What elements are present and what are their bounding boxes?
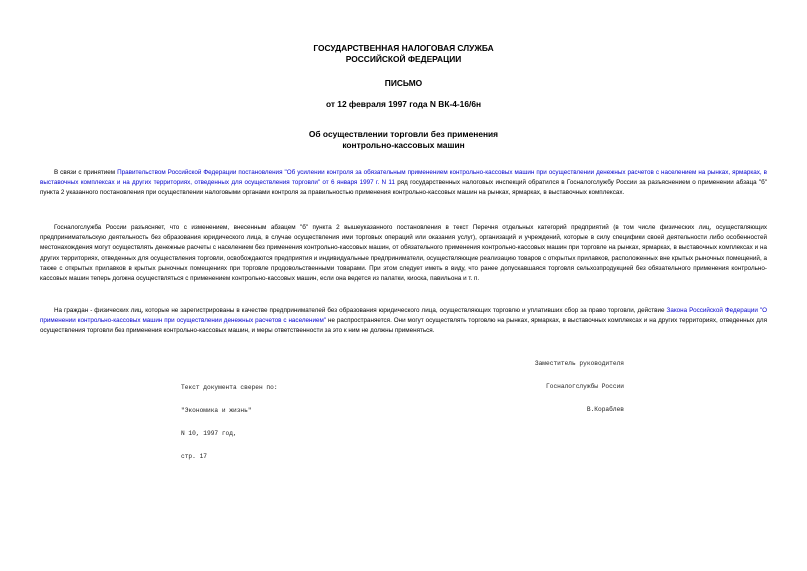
signature-name: В.Кораблев (586, 405, 624, 413)
government-decree-link[interactable]: Правительством Российской Федерации постановления "Об усилении контроля за обязательным применением контрольно-кассовых машин при осуществлении денежных расчетов с населением на рынках, ярмарках, в выставочных комплексах и на других территориях, отведенных для осуществления торговли" от 6 января 1997 г. N 11 (40, 169, 767, 187)
source-note-line3: N 10, 1997 год, (181, 429, 237, 437)
signature-block (500, 345, 624, 429)
agency-name-line2: РОССИЙСКОЙ ФЕДЕРАЦИИ (345, 54, 462, 64)
paragraph-2-body: Госналогслужба России разъясняет, что с изменением, внесенным абзацем "б" пункта 2 вышеуказанного постановления в текст Перечня отдельных категорий предприятий (в том числе физических лиц, осуществляющих предпринимательскую деятельность без образования юридического лица, в случае осуществления ими торговых операций или оказания услуг), организаций и учреждений, которые в силу специфики своей деятельности либо особенностей местонахождения могут осуществлять денежные расчеты с населением без применения контрольно-кассовых машин, от обязательного применения контрольно-кассовых машин при торговле на рынках, ярмарках, в выставочных комплексах и на других территориях, отведенных для осуществления торговли, освобождаются предприятия и индивидуальные предприниматели, осуществляющие реализацию товаров с открытых прилавков, расположенных вне крытых рыночных помещений, а также с открытых прилавков в крытых рыночных помещениях при торговле продовольственными товарами. При этом следует иметь в виду, что ранее допускавшаяся торговля сельхозпродукцией без обязательного применения контрольно-кассовых машин теперь должна осуществляться с применением контрольно-кассовых машин, если она ведется из палатки, киоска, павильона и т. п. (40, 224, 767, 283)
source-note-line4: стр. 17 (181, 452, 207, 460)
document-type: ПИСЬМО (384, 78, 423, 88)
paragraph-2 (40, 223, 767, 284)
document-subject-line2: контрольно-кассовых машин (342, 140, 465, 150)
document-date-number: от 12 февраля 1997 года N ВК-4-16/6н (325, 99, 482, 109)
source-note-line1: Текст документа сверен по: (181, 384, 278, 392)
paragraph-1-intro: В связи с принятием (54, 169, 118, 176)
signature-position: Заместитель руководителя (534, 360, 624, 368)
paragraph-3-intro: На граждан - физических лиц, которые не зарегистрированы в качестве предпринимателей без образования юридического лица, осуществляющих торговлю и уплативших сбор за право торговли, действие (54, 307, 667, 314)
document-subject-line1: Об осуществлении торговли без применения (308, 129, 499, 139)
paragraph-1-body: ряд государственных налоговых инспекций обратился в Госналогслужбу России за разъяснением о применении абзаца "б" пункта 2 указанного постановления при осуществлении налоговыми органами контроля за правильностью применения контрольно-кассовых машин на рынках, ярмарках, в выставочных комплексах. (40, 179, 767, 197)
paragraph-3 (40, 306, 767, 337)
agency-name-line1: ГОСУДАРСТВЕННАЯ НАЛОГОВАЯ СЛУЖБА (313, 43, 494, 53)
source-note (181, 369, 278, 475)
paragraph-1 (40, 168, 767, 199)
signature-agency: Госналогслужбы России (546, 382, 624, 390)
federal-law-link[interactable]: Закона Российской Федерации "О применении контрольно-кассовых машин при осуществлении денежных расчетов с населением" (40, 307, 768, 325)
paragraph-3-body: не распространяется. Они могут осуществлять торговлю на рынках, ярмарках, в выставочных комплексах и на других территориях, отведенных для осуществления торговли без применения контрольно-кассовых машин, и меры ответственности за это к ним не должны применяться. (40, 317, 767, 335)
source-note-line2: "Экономика и жизнь" (181, 406, 252, 414)
